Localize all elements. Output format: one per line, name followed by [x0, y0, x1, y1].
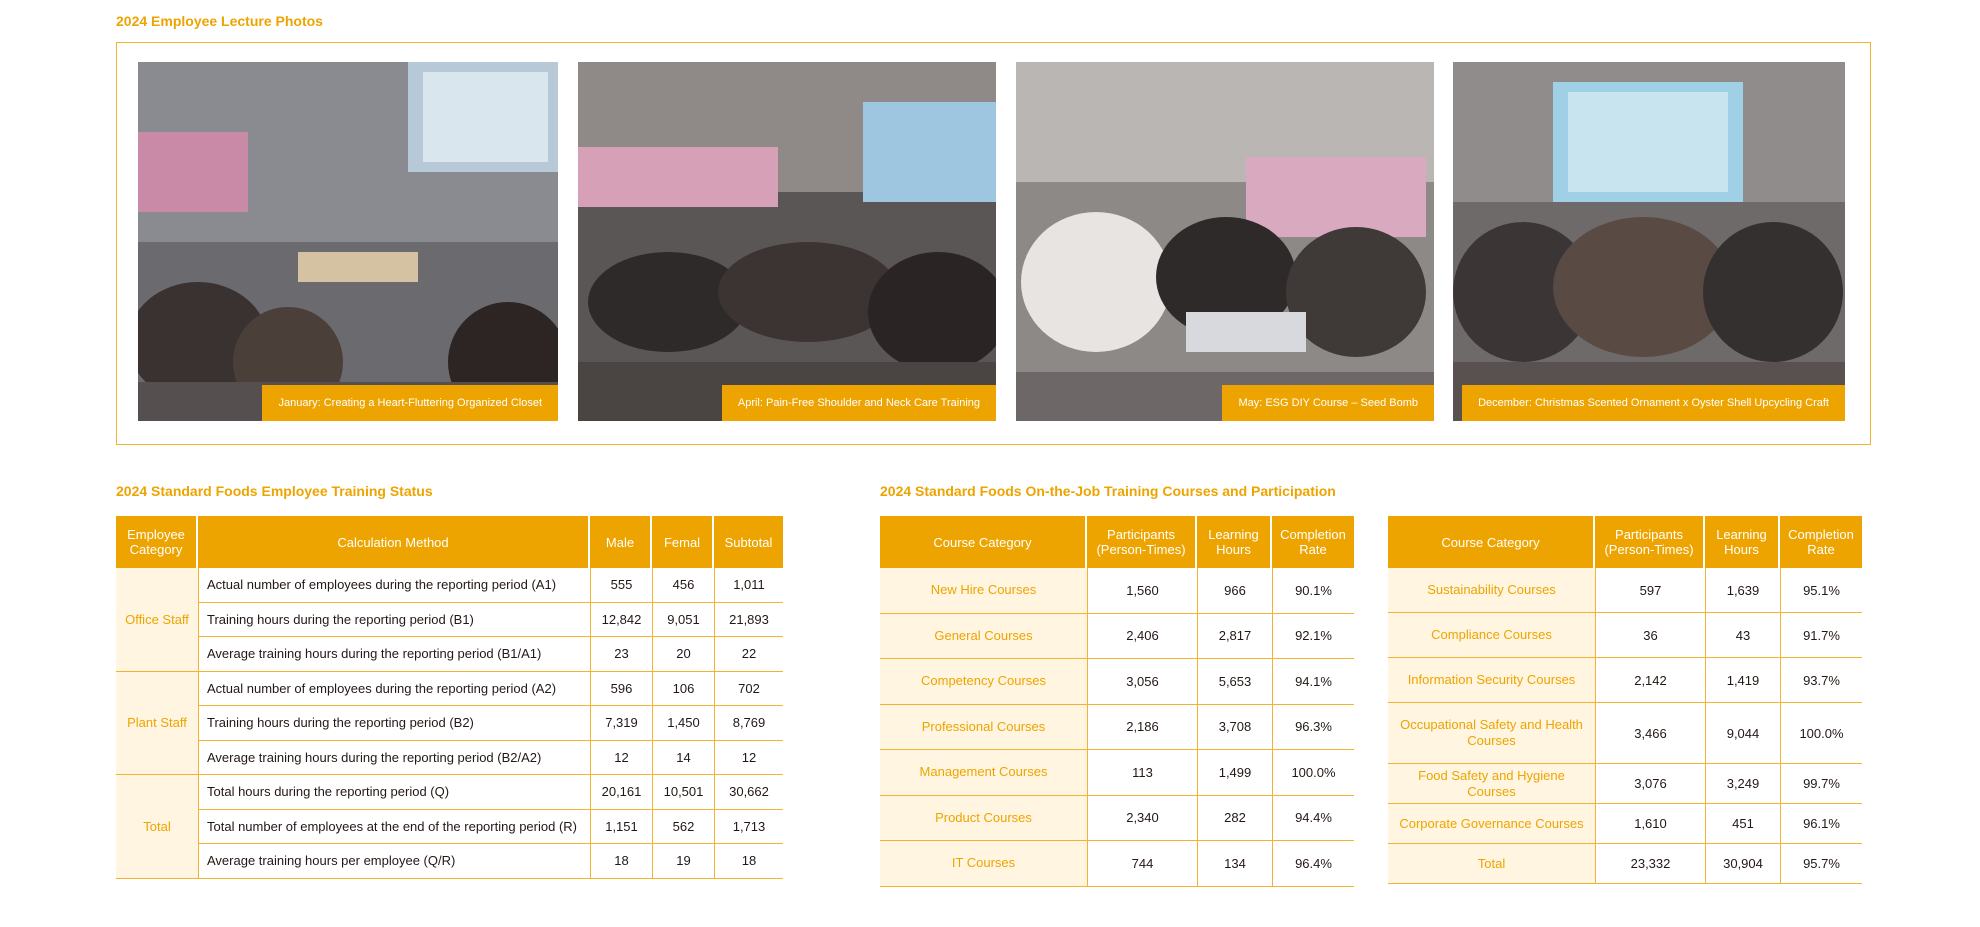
col-header: Femal [652, 516, 714, 568]
photos-section-title: 2024 Employee Lecture Photos [116, 13, 323, 29]
female-cell: 1,450 [652, 706, 714, 741]
rate-cell: 100.0% [1272, 750, 1354, 796]
col-header: Employee Category [116, 516, 198, 568]
participants-cell: 2,186 [1087, 705, 1197, 751]
classroom-photo-image [578, 62, 996, 421]
col-header: Course Category [1388, 516, 1595, 568]
participants-cell: 1,560 [1087, 568, 1197, 614]
subtotal-cell: 8,769 [714, 706, 783, 741]
rate-cell: 90.1% [1272, 568, 1354, 614]
col-header: Completion Rate [1272, 516, 1354, 568]
course-category-cell: Sustainability Courses [1388, 568, 1595, 613]
hours-cell: 9,044 [1705, 703, 1780, 764]
participants-cell: 744 [1087, 841, 1197, 887]
female-cell: 10,501 [652, 775, 714, 810]
female-cell: 106 [652, 672, 714, 707]
col-header: Participants (Person-Times) [1595, 516, 1705, 568]
male-cell: 596 [590, 672, 652, 707]
rate-cell: 96.3% [1272, 705, 1354, 751]
method-cell: Training hours during the reporting period (B1) [198, 603, 590, 638]
hours-cell: 3,708 [1197, 705, 1272, 751]
hours-cell: 3,249 [1705, 764, 1780, 804]
hours-cell: 5,653 [1197, 659, 1272, 705]
participants-cell: 2,406 [1087, 614, 1197, 660]
photo-caption: April: Pain-Free Shoulder and Neck Care Training [722, 385, 996, 421]
subtotal-cell: 12 [714, 741, 783, 776]
rate-cell: 91.7% [1780, 613, 1862, 658]
hours-cell: 966 [1197, 568, 1272, 614]
hours-cell: 1,639 [1705, 568, 1780, 613]
training-status-table [116, 516, 783, 879]
col-header: Completion Rate [1780, 516, 1862, 568]
subtotal-cell: 702 [714, 672, 783, 707]
ojt-courses-table-left [880, 516, 1354, 887]
ojt-courses-table-right [1388, 516, 1862, 884]
rate-cell: 94.4% [1272, 796, 1354, 842]
method-cell: Average training hours during the reporting period (B2/A2) [198, 741, 590, 776]
classroom-photo-image [1016, 62, 1434, 421]
col-header: Participants (Person-Times) [1087, 516, 1197, 568]
category-cell: Total [116, 775, 198, 879]
female-cell: 456 [652, 568, 714, 603]
col-header: Learning Hours [1197, 516, 1272, 568]
rate-cell: 92.1% [1272, 614, 1354, 660]
col-header: Course Category [880, 516, 1087, 568]
female-cell: 9,051 [652, 603, 714, 638]
male-cell: 20,161 [590, 775, 652, 810]
participants-cell: 23,332 [1595, 844, 1705, 884]
male-cell: 12 [590, 741, 652, 776]
female-cell: 562 [652, 810, 714, 845]
training-status-title: 2024 Standard Foods Employee Training Status [116, 483, 433, 499]
col-header: Learning Hours [1705, 516, 1780, 568]
subtotal-cell: 21,893 [714, 603, 783, 638]
female-cell: 20 [652, 637, 714, 672]
female-cell: 14 [652, 741, 714, 776]
method-cell: Actual number of employees during the reporting period (A1) [198, 568, 590, 603]
course-category-cell: Food Safety and Hygiene Courses [1388, 764, 1595, 804]
hours-cell: 1,419 [1705, 658, 1780, 703]
participants-cell: 2,340 [1087, 796, 1197, 842]
category-cell: Plant Staff [116, 672, 198, 776]
category-cell: Office Staff [116, 568, 198, 672]
subtotal-cell: 18 [714, 844, 783, 879]
lecture-photo [1453, 62, 1845, 421]
lecture-photo [138, 62, 558, 421]
method-cell: Total number of employees at the end of the reporting period (R) [198, 810, 590, 845]
participants-cell: 3,056 [1087, 659, 1197, 705]
method-cell: Average training hours per employee (Q/R) [198, 844, 590, 879]
lecture-photo [578, 62, 996, 421]
subtotal-cell: 1,713 [714, 810, 783, 845]
rate-cell: 94.1% [1272, 659, 1354, 705]
col-header: Male [590, 516, 652, 568]
hours-cell: 30,904 [1705, 844, 1780, 884]
course-category-cell: Professional Courses [880, 705, 1087, 751]
subtotal-cell: 30,662 [714, 775, 783, 810]
course-category-cell: Compliance Courses [1388, 613, 1595, 658]
method-cell: Training hours during the reporting period (B2) [198, 706, 590, 741]
female-cell: 19 [652, 844, 714, 879]
participants-cell: 1,610 [1595, 804, 1705, 844]
photo-caption: May: ESG DIY Course – Seed Bomb [1222, 385, 1434, 421]
classroom-photo-image [138, 62, 558, 421]
rate-cell: 96.4% [1272, 841, 1354, 887]
rate-cell: 96.1% [1780, 804, 1862, 844]
subtotal-cell: 1,011 [714, 568, 783, 603]
hours-cell: 134 [1197, 841, 1272, 887]
participants-cell: 113 [1087, 750, 1197, 796]
rate-cell: 99.7% [1780, 764, 1862, 804]
male-cell: 12,842 [590, 603, 652, 638]
method-cell: Average training hours during the reporting period (B1/A1) [198, 637, 590, 672]
course-category-cell: Information Security Courses [1388, 658, 1595, 703]
course-category-cell: General Courses [880, 614, 1087, 660]
ojt-section-title: 2024 Standard Foods On-the-Job Training Courses and Participation [880, 483, 1336, 499]
course-category-cell: IT Courses [880, 841, 1087, 887]
participants-cell: 36 [1595, 613, 1705, 658]
course-category-cell: Product Courses [880, 796, 1087, 842]
male-cell: 7,319 [590, 706, 652, 741]
total-category-cell: Total [1388, 844, 1595, 884]
subtotal-cell: 22 [714, 637, 783, 672]
rate-cell: 93.7% [1780, 658, 1862, 703]
classroom-photo-image [1453, 62, 1845, 421]
col-header: Calculation Method [198, 516, 590, 568]
hours-cell: 2,817 [1197, 614, 1272, 660]
hours-cell: 1,499 [1197, 750, 1272, 796]
hours-cell: 43 [1705, 613, 1780, 658]
course-category-cell: Corporate Governance Courses [1388, 804, 1595, 844]
course-category-cell: Management Courses [880, 750, 1087, 796]
participants-cell: 3,466 [1595, 703, 1705, 764]
col-header: Subtotal [714, 516, 783, 568]
course-category-cell: Competency Courses [880, 659, 1087, 705]
photo-caption: January: Creating a Heart-Fluttering Organized Closet [262, 385, 558, 421]
lecture-photo [1016, 62, 1434, 421]
rate-cell: 95.1% [1780, 568, 1862, 613]
method-cell: Total hours during the reporting period (Q) [198, 775, 590, 810]
participants-cell: 3,076 [1595, 764, 1705, 804]
course-category-cell: New Hire Courses [880, 568, 1087, 614]
course-category-cell: Occupational Safety and Health Courses [1388, 703, 1595, 764]
rate-cell: 100.0% [1780, 703, 1862, 764]
hours-cell: 451 [1705, 804, 1780, 844]
male-cell: 1,151 [590, 810, 652, 845]
male-cell: 18 [590, 844, 652, 879]
participants-cell: 2,142 [1595, 658, 1705, 703]
participants-cell: 597 [1595, 568, 1705, 613]
rate-cell: 95.7% [1780, 844, 1862, 884]
method-cell: Actual number of employees during the reporting period (A2) [198, 672, 590, 707]
hours-cell: 282 [1197, 796, 1272, 842]
male-cell: 555 [590, 568, 652, 603]
photo-caption: December: Christmas Scented Ornament x Oyster Shell Upcycling Craft [1462, 385, 1845, 421]
male-cell: 23 [590, 637, 652, 672]
